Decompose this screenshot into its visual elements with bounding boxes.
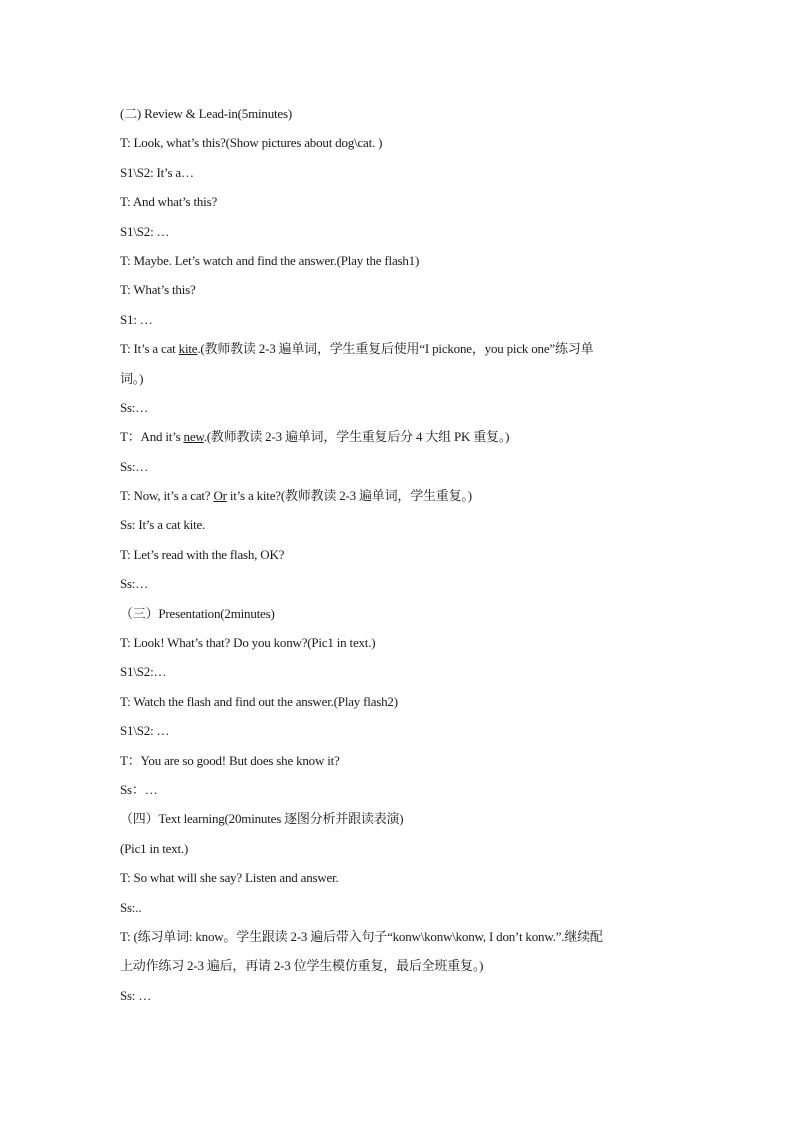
- text-segment: T: It’s a cat: [120, 341, 179, 357]
- dialogue-line: T: Maybe. Let’s watch and find the answer.(Play the flash1): [120, 252, 420, 268]
- dialogue-line: [120, 486, 680, 515]
- dialogue-line: T: And what’s this?: [120, 194, 218, 210]
- section-heading-presentation: （三）Presentation(2minutes): [120, 605, 275, 621]
- text-segment: .(教师教读 2-3 遍单词，学生重复后使用“I pickone，you pick one”练习单: [197, 341, 594, 357]
- dialogue-line: 词。): [120, 370, 144, 386]
- dialogue-line: S1\S2:…: [120, 664, 167, 680]
- dialogue-line: [120, 427, 680, 456]
- lesson-plan-text: [120, 104, 680, 1015]
- dialogue-line: S1\S2: …: [120, 223, 170, 239]
- dialogue-line: Ss:…: [120, 399, 149, 415]
- dialogue-line: Ss: …: [120, 987, 152, 1003]
- underlined-word-new: new: [183, 429, 204, 445]
- dialogue-line: T: Look! What’s that? Do you konw?(Pic1 in text.): [120, 635, 376, 651]
- dialogue-line: Ss: It’s a cat kite.: [120, 517, 206, 533]
- text-segment: T：And it’s: [120, 429, 184, 445]
- dialogue-line: Ss：…: [120, 781, 158, 797]
- section-heading-text-learning: （四）Text learning(20minutes 逐图分析并跟读表演): [120, 811, 404, 827]
- dialogue-line: S1: …: [120, 311, 153, 327]
- dialogue-line: Ss:…: [120, 576, 149, 592]
- dialogue-line: T: So what will she say? Listen and answer.: [120, 870, 339, 886]
- dialogue-line: T: Look, what’s this?(Show pictures about dog\cat. ): [120, 135, 383, 151]
- section-heading-review: (二) Review & Lead-in(5minutes): [120, 106, 292, 121]
- dialogue-line: T: What’s this?: [120, 282, 196, 298]
- dialogue-line: T：You are so good! But does she know it?: [120, 752, 340, 768]
- dialogue-line: Ss:…: [120, 458, 149, 474]
- underlined-word-or: Or: [213, 488, 227, 504]
- dialogue-line: [120, 339, 680, 368]
- underlined-word-kite: kite: [178, 341, 198, 357]
- text-segment: T: Now, it’s a cat?: [120, 488, 214, 504]
- dialogue-line: T: (练习单词: know。学生跟读 2-3 遍后带入句子“konw\konw\konw, I don’t konw.”.继续配: [120, 928, 603, 944]
- dialogue-line: T: Watch the flash and find out the answer.(Play flash2): [120, 693, 398, 709]
- dialogue-line: Ss:..: [120, 899, 142, 915]
- dialogue-line: S1\S2: …: [120, 723, 170, 739]
- text-segment: it’s a kite?(教师教读 2-3 遍单词，学生重复。): [226, 488, 472, 504]
- dialogue-line: (Pic1 in text.): [120, 840, 189, 856]
- dialogue-line: S1\S2: It’s a…: [120, 164, 194, 180]
- text-segment: .(教师教读 2-3 遍单词，学生重复后分 4 大组 PK 重复。): [203, 429, 510, 445]
- dialogue-line: 上动作练习 2-3 遍后，再请 2-3 位学生模仿重复，最后全班重复。): [120, 958, 484, 974]
- dialogue-line: T: Let’s read with the flash, OK?: [120, 546, 285, 562]
